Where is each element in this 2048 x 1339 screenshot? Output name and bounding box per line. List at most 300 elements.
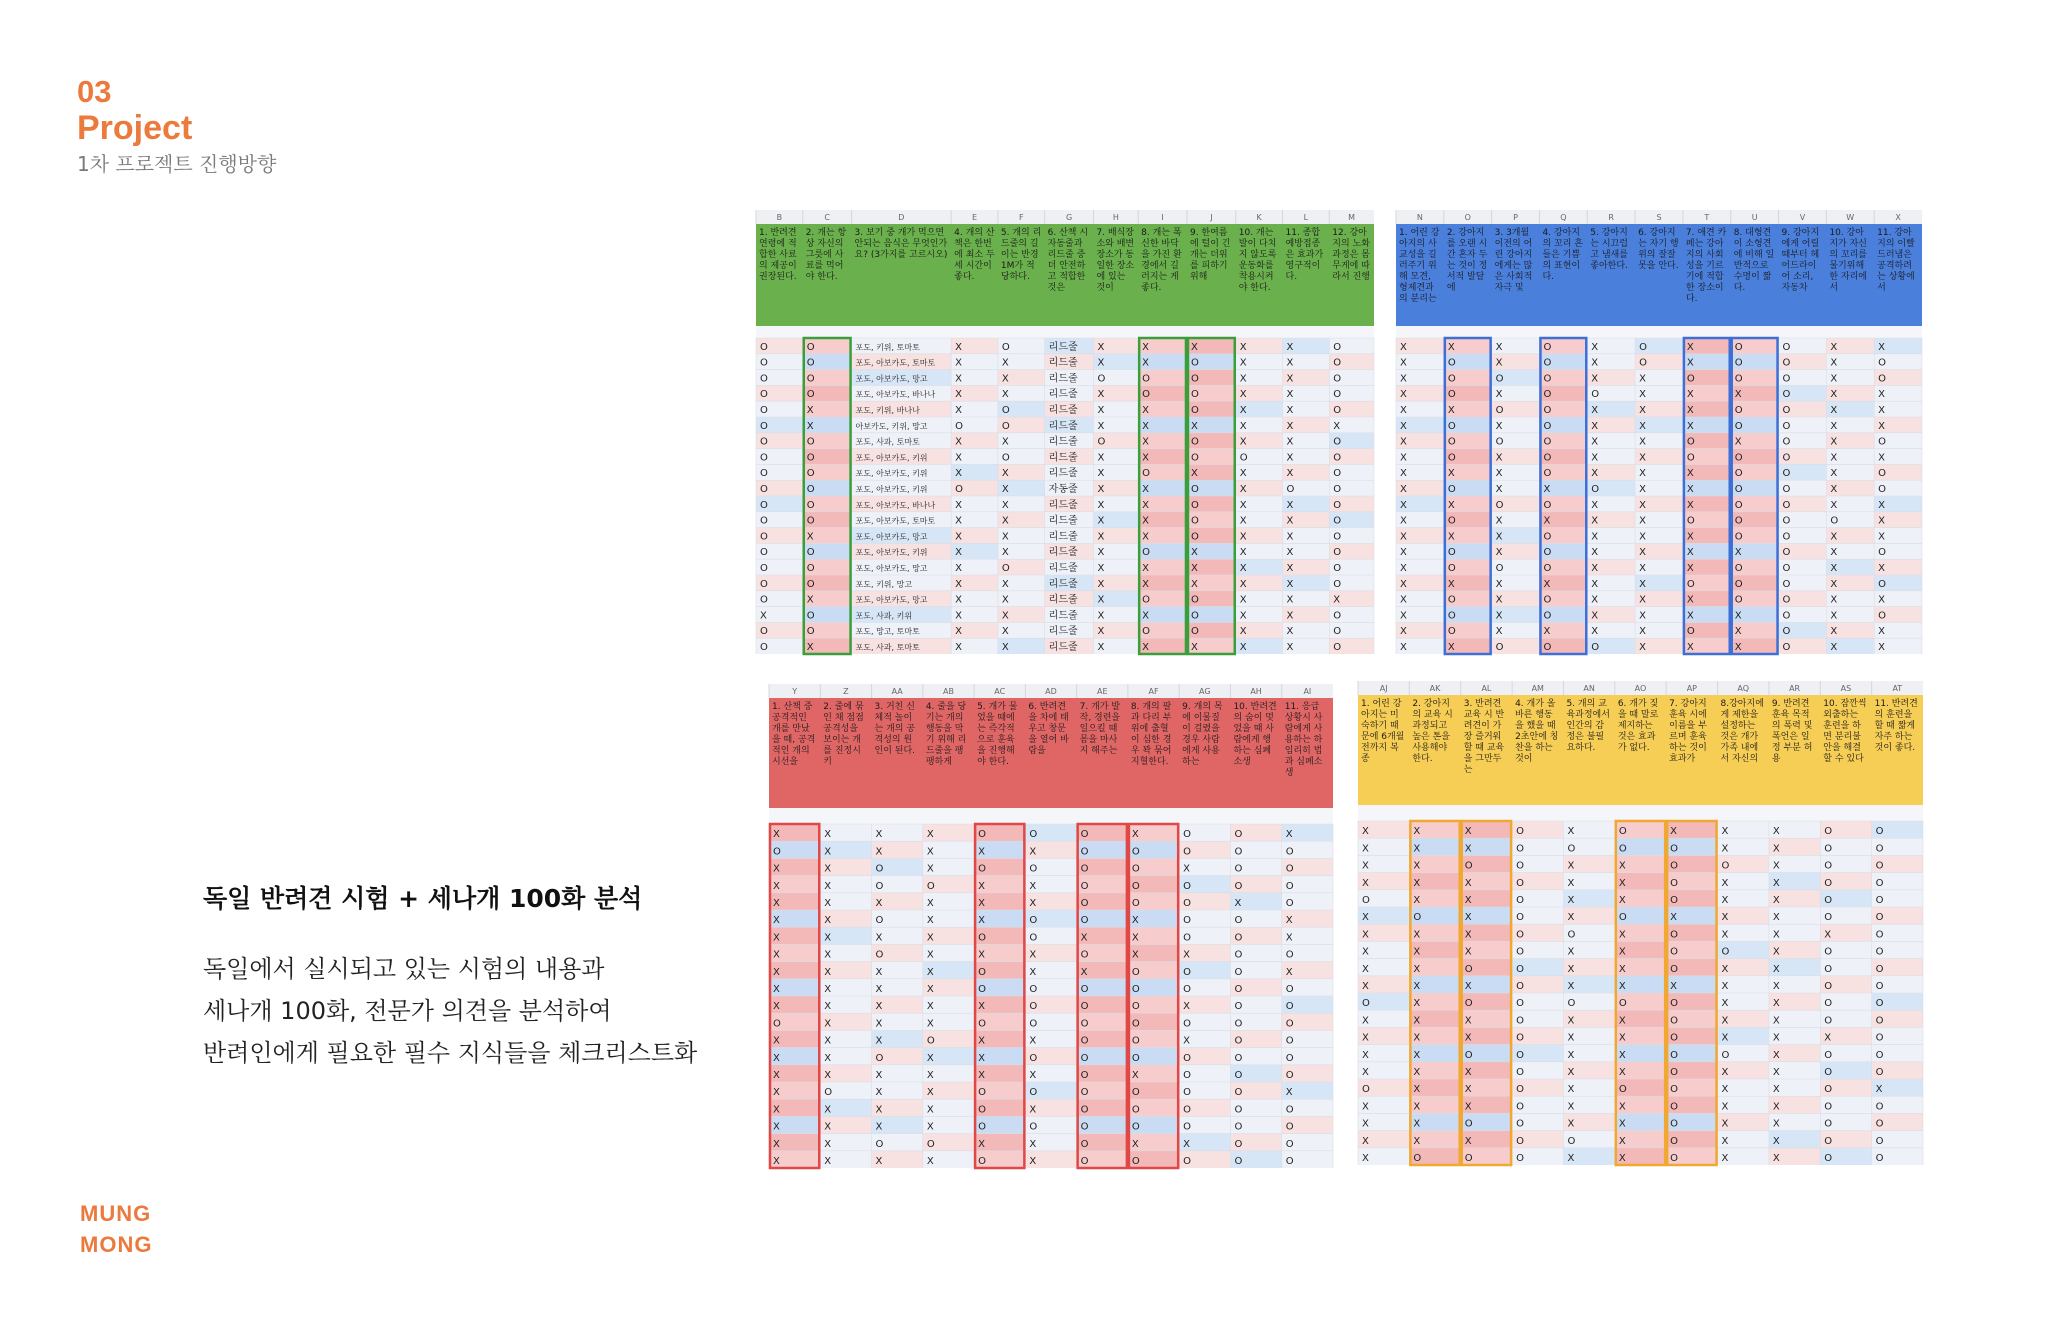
cell-value: X [1097,452,1105,464]
cell-value: X [1670,826,1678,838]
cell-value: 포도, 아보카도, 키위 [855,485,928,494]
cell-value: X [1567,981,1575,992]
cell-value: X [1400,499,1407,511]
cell-value: X [926,1104,934,1116]
cell-value: X [955,389,963,401]
cell-value: O [1234,966,1243,978]
cell-value: X [1001,531,1009,543]
cell-value: X [1413,826,1421,838]
cell-value: O [1516,826,1524,838]
column-letter: P [1513,213,1518,222]
cell-value: X [1567,1084,1575,1096]
cell-value: O [978,984,986,995]
cell-value: X [1772,1067,1780,1078]
cell-value: O [1131,1156,1140,1167]
cell-value: O [1183,1070,1192,1081]
cell-value: X [875,898,883,909]
cell-value: X [1029,1104,1037,1116]
cell-value: X [1413,1135,1421,1147]
cell-value: X [926,915,934,927]
cell-value: X [1131,1138,1139,1150]
cell-value: O [875,1052,884,1064]
cell-value: O [806,626,815,638]
cell-value: X [773,880,780,892]
cell-value: X [1142,531,1150,543]
cell-value: O [1131,880,1140,892]
cell-value: O [1824,1118,1833,1130]
cell-value: X [1142,578,1150,590]
cell-value: X [1239,594,1247,606]
cell-value: X [1400,357,1407,369]
cell-value: X [1447,642,1455,653]
cell-value: 리드줄 [1048,405,1078,416]
cell-value: X [1362,963,1369,975]
cell-value: X [1639,610,1646,622]
cell-value: 포도, 아보카도, 바나나 [855,500,936,510]
cell-value: O [1234,984,1243,995]
cell-value: O [1080,1121,1089,1133]
cell-value: O [806,547,815,559]
cell-value: X [1591,452,1599,464]
cell-value: O [1734,531,1743,543]
question-header: 5. 개의 리드줄의 길이는 반경 1M가 적당하다. [1000,228,1042,282]
cell-value: O [1234,1035,1243,1047]
cell-value: X [773,1121,780,1133]
cell-value: O [1516,981,1524,992]
cell-value: O [1824,981,1833,992]
cell-value: O [1285,1138,1294,1150]
question-header: 9. 반려견 훈육 목적의 폭력 및 폭언은 일정 부분 허용 [1771,699,1813,764]
cell-value: X [1400,610,1407,622]
cell-value: X [1878,389,1886,401]
cell-value: O [1285,1070,1294,1081]
cell-value: X [1618,860,1626,872]
cell-value: O [1824,1153,1833,1164]
cell-value: O [1824,843,1833,855]
cell-value: O [1285,846,1294,858]
cell-value: X [1639,594,1646,606]
cell-value: X [1413,895,1421,906]
cell-value: O [1447,373,1456,385]
cell-value: X [1286,468,1294,480]
cell-value: X [875,1104,883,1116]
cell-value: X [978,898,985,909]
column-letter: N [1416,213,1423,222]
cell-value: O [1734,499,1743,511]
cell-value: 리드줄 [1048,499,1078,511]
cell-value: X [1001,389,1009,401]
cell-value: X [1097,563,1105,574]
cell-value: O [1333,578,1342,590]
column-letter: S [1656,213,1662,222]
cell-value: X [1464,946,1472,958]
cell-value: X [955,357,963,369]
cell-value: X [1285,1087,1293,1099]
cell-value: O [1190,531,1199,543]
column-letter: AQ [1737,684,1750,693]
cell-value: X [1772,963,1780,975]
cell-value: X [1362,860,1369,872]
cell-value: O [1190,594,1199,606]
cell-value: X [1830,357,1838,369]
cell-value: X [824,949,832,961]
cell-value: 포도, 망고, 토마토 [855,627,920,637]
column-letter: AG [1199,687,1211,696]
cell-value: X [875,1018,883,1030]
cell-value: O [1734,484,1743,495]
cell-value: X [773,1001,780,1013]
cell-value: X [1097,405,1105,416]
cell-value: O [1234,1052,1243,1064]
cell-value: 포도, 키위, 망고 [855,579,913,589]
description-line: 반려인에게 필요한 필수 지식들을 체크리스트화 [203,1039,698,1067]
cell-value: 리드줄 [1048,610,1078,622]
cell-value: O [1639,341,1647,353]
cell-value: 리드줄 [1048,563,1078,574]
cell-value: X [955,405,963,416]
cell-value: X [1824,929,1832,941]
cell-value: O [1782,420,1791,432]
cell-value: O [1782,484,1791,495]
cell-value: 리드줄 [1048,547,1078,559]
cell-value: X [1413,843,1421,855]
cell-value: X [1029,949,1037,961]
cell-value: X [1639,452,1646,464]
question-header: 10. 강아지가 자신의 꼬리를 물기위해 한 자리에서 [1829,228,1867,293]
cell-value: O [1183,1121,1192,1133]
cell-value: X [1286,547,1294,559]
cell-value: X [1400,468,1407,480]
cell-value: X [1400,547,1407,559]
cell-value: X [1878,626,1886,638]
cell-value: X [955,468,963,480]
cell-value: O [1543,373,1552,385]
cell-value: X [1686,563,1694,574]
cell-value: X [1639,468,1646,480]
cell-value: X [773,829,780,841]
section-title: Project [77,109,193,147]
cell-value: X [1830,563,1838,574]
cell-value: X [1190,468,1198,480]
cell-value: O [1285,880,1294,892]
cell-value: X [1639,531,1646,543]
cell-value: X [875,1087,883,1099]
cell-value: X [773,1070,780,1081]
cell-value: O [1516,1101,1524,1113]
cell-value: O [1285,1001,1294,1013]
cell-value: X [1772,1135,1780,1147]
cell-value: O [1447,563,1456,574]
cell-value: 포도, 아보카도, 망고 [855,532,928,542]
cell-value: X [824,1035,832,1047]
cell-value: O [1285,949,1294,961]
cell-value: X [955,499,963,511]
cell-value: O [760,626,768,638]
cell-value: 포도, 아보카도, 키위 [855,469,928,479]
cell-value: X [773,1138,780,1150]
cell-value: X [1190,563,1198,574]
cell-value: O [1080,829,1089,841]
cell-value: X [1772,877,1780,889]
cell-value: O [1516,929,1524,941]
cell-value: O [1234,863,1243,875]
cell-value: X [824,1104,832,1116]
column-letter: V [1799,213,1806,222]
cell-value: O [1782,594,1791,606]
cell-value: X [1721,981,1729,992]
cell-value: O [1131,1018,1140,1030]
cell-value: O [760,420,768,432]
cell-value: X [1286,341,1294,353]
cell-value: X [1772,1084,1780,1096]
cell-value: X [1721,963,1729,975]
cell-value: X [1464,929,1472,941]
cell-value: X [1686,357,1694,369]
cell-value: O [1543,389,1552,401]
cell-value: O [1686,436,1695,448]
cell-value: X [1239,436,1247,448]
cell-value: X [955,531,963,543]
cell-value: O [1670,877,1679,889]
question-header: 5. 개가 물었을 때에는 즉각적으로 훈육을 진행해야 한다. [977,702,1018,767]
cell-value: O [1029,1052,1038,1064]
cell-value: X [1495,420,1503,432]
cell-value: O [1080,1052,1089,1064]
cell-value: O [1670,946,1679,958]
cell-value: X [1142,499,1150,511]
cell-value: X [1286,610,1294,622]
cell-value: X [926,932,934,944]
cell-value: O [1447,357,1456,369]
cell-value: X [1495,531,1503,543]
cell-value: X [978,1052,985,1064]
cell-value: X [773,932,780,944]
cell-value: X [1239,626,1247,638]
cell-value: O [806,452,815,464]
cell-value: X [1097,531,1105,543]
spreadsheet-blue [1396,210,1922,652]
question-header: 3. 거친 신체적 놀이는 개의 공격성의 원인이 된다. [874,702,916,756]
cell-value: O [1464,998,1473,1010]
cell-value: X [1686,405,1694,416]
cell-value: O [1639,357,1647,369]
cell-value: X [824,846,832,858]
cell-value: X [1464,1015,1472,1027]
cell-value: O [1782,547,1791,559]
cell-value: O [1875,895,1884,906]
cell-value: O [1183,1018,1192,1030]
cell-value: X [1830,484,1838,495]
cell-value: O [1029,984,1038,995]
cell-value: O [1142,373,1151,385]
cell-value: X [1670,981,1678,992]
cell-value: X [1097,642,1105,653]
cell-value: X [978,915,985,927]
cell-value: X [1830,452,1838,464]
cell-value: X [1400,515,1407,527]
cell-value: O [1495,499,1504,511]
cell-value: O [1591,642,1600,653]
cell-value: X [1413,929,1421,941]
cell-value: O [978,932,986,944]
cell-value: O [760,563,768,574]
cell-value: X [1772,1101,1780,1113]
cell-value: X [1362,981,1369,992]
cell-value: O [1516,877,1524,889]
cell-value: X [1591,373,1599,385]
cell-value: X [1286,405,1294,416]
cell-value: X [1495,626,1503,638]
cell-value: O [1234,1087,1243,1099]
cell-value: O [1782,499,1791,511]
brand-line: MUNG [80,1201,152,1226]
cell-value: X [824,915,832,927]
column-letter: Z [843,687,849,696]
cell-value: O [1734,594,1743,606]
cell-value: X [926,829,934,841]
cell-value: X [1618,895,1626,906]
cell-value: O [1878,357,1887,369]
cell-value: X [875,1070,883,1081]
cell-value: O [1131,1104,1140,1116]
cell-value: O [1686,452,1695,464]
cell-value: X [1413,963,1421,975]
cell-value: X [1447,405,1455,416]
cell-value: O [806,341,815,353]
column-letter: H [1112,213,1119,222]
cell-value: X [1239,484,1247,495]
cell-value: O [978,1087,986,1099]
cell-value: O [1362,895,1370,906]
cell-value: O [1333,610,1342,622]
cell-value: O [760,357,768,369]
cell-value: O [955,420,964,432]
cell-value: 포도, 아보카도, 바나나 [855,390,936,400]
cell-value: X [773,898,780,909]
cell-value: X [1830,626,1838,638]
cell-value: O [773,846,781,858]
cell-value: X [1131,915,1139,927]
question-header: 9. 강아지에게 어릴 때부터 헤어드라이어 소리, 자동차 [1781,228,1820,293]
question-header: 7. 애견 카페는 강아지의 사회성을 기르기에 적합한 장소이다. [1685,228,1727,304]
cell-value: O [1333,515,1342,527]
cell-value: 리드줄 [1048,578,1078,590]
cell-value: X [1001,499,1009,511]
cell-value: O [1495,405,1504,416]
cell-value: X [955,610,963,622]
cell-value: X [1362,946,1369,958]
cell-value: O [1782,357,1791,369]
cell-value: X [1618,1153,1626,1164]
column-letter: I [1161,213,1164,222]
cell-value: O [1686,515,1695,527]
cell-value: O [1234,846,1243,858]
cell-value: O [1183,1052,1192,1064]
cell-value: O [1543,499,1552,511]
cell-value: O [1464,963,1473,975]
cell-value: O [760,468,768,480]
description-line: 독일에서 실시되고 있는 시험의 내용과 [203,955,605,983]
cell-value: X [1239,578,1247,590]
cell-value: O [1543,341,1552,353]
cell-value: X [978,1138,985,1150]
cell-value: O [1080,1035,1089,1047]
cell-value: O [1333,468,1342,480]
cell-value: 자동줄 [1048,484,1078,495]
cell-value: O [1413,1153,1422,1164]
cell-value: O [1333,563,1342,574]
cell-value: O [1782,578,1791,590]
cell-value: O [1670,1084,1679,1096]
cell-value: X [1080,966,1088,978]
cell-value: 리드줄 [1048,389,1078,401]
cell-value: X [875,1156,883,1167]
cell-value: X [824,863,832,875]
cell-value: O [1686,626,1695,638]
cell-value: O [1131,898,1140,909]
cell-value: X [1878,594,1886,606]
cell-value: X [1029,966,1037,978]
cell-value: X [1362,1015,1369,1027]
cell-value: X [1413,981,1421,992]
cell-value: X [1239,531,1247,543]
cell-value: X [1543,578,1551,590]
cell-value: O [1333,531,1342,543]
cell-value: O [760,515,768,527]
cell-value: O [1080,915,1089,927]
cell-value: X [1639,563,1646,574]
cell-value: O [1029,829,1038,841]
cell-value: O [1830,515,1839,527]
cell-value: X [1567,912,1575,924]
cell-value: O [875,949,884,961]
cell-value: O [1001,341,1010,353]
column-letter: AS [1840,684,1852,693]
cell-value: X [773,966,780,978]
cell-value: X [955,626,963,638]
cell-value: O [1878,610,1887,622]
cell-value: X [1286,515,1294,527]
cell-value: X [806,420,814,432]
cell-value: O [1875,1153,1884,1164]
cell-value: O [1543,547,1552,559]
cell-value: X [1567,1118,1575,1130]
cell-value: X [1001,594,1009,606]
cell-value: O [1333,642,1342,653]
cell-value: X [1001,547,1009,559]
cell-value: X [1591,357,1599,369]
cell-value: X [1362,1153,1369,1164]
cell-value: O [955,484,964,495]
cell-value: X [1400,531,1407,543]
spreadsheet-green [756,210,1374,652]
question-header: 6. 강아지는 자기 행위의 잘잘못을 안다. [1638,228,1679,271]
cell-value: X [1543,626,1551,638]
cell-value: O [978,1018,986,1030]
cell-value: O [1464,1049,1473,1061]
cell-value: O [978,829,986,841]
cell-value: X [1495,484,1503,495]
cell-value: O [1142,594,1151,606]
cell-value: X [1618,1135,1626,1147]
cell-value: 포도, 아보카도, 망고 [855,564,928,573]
cell-value: X [926,966,934,978]
cell-value: X [1413,1015,1421,1027]
cell-value: X [1286,357,1294,369]
cell-value: X [1567,895,1575,906]
cell-value: O [760,405,768,416]
cell-value: X [1001,484,1009,495]
